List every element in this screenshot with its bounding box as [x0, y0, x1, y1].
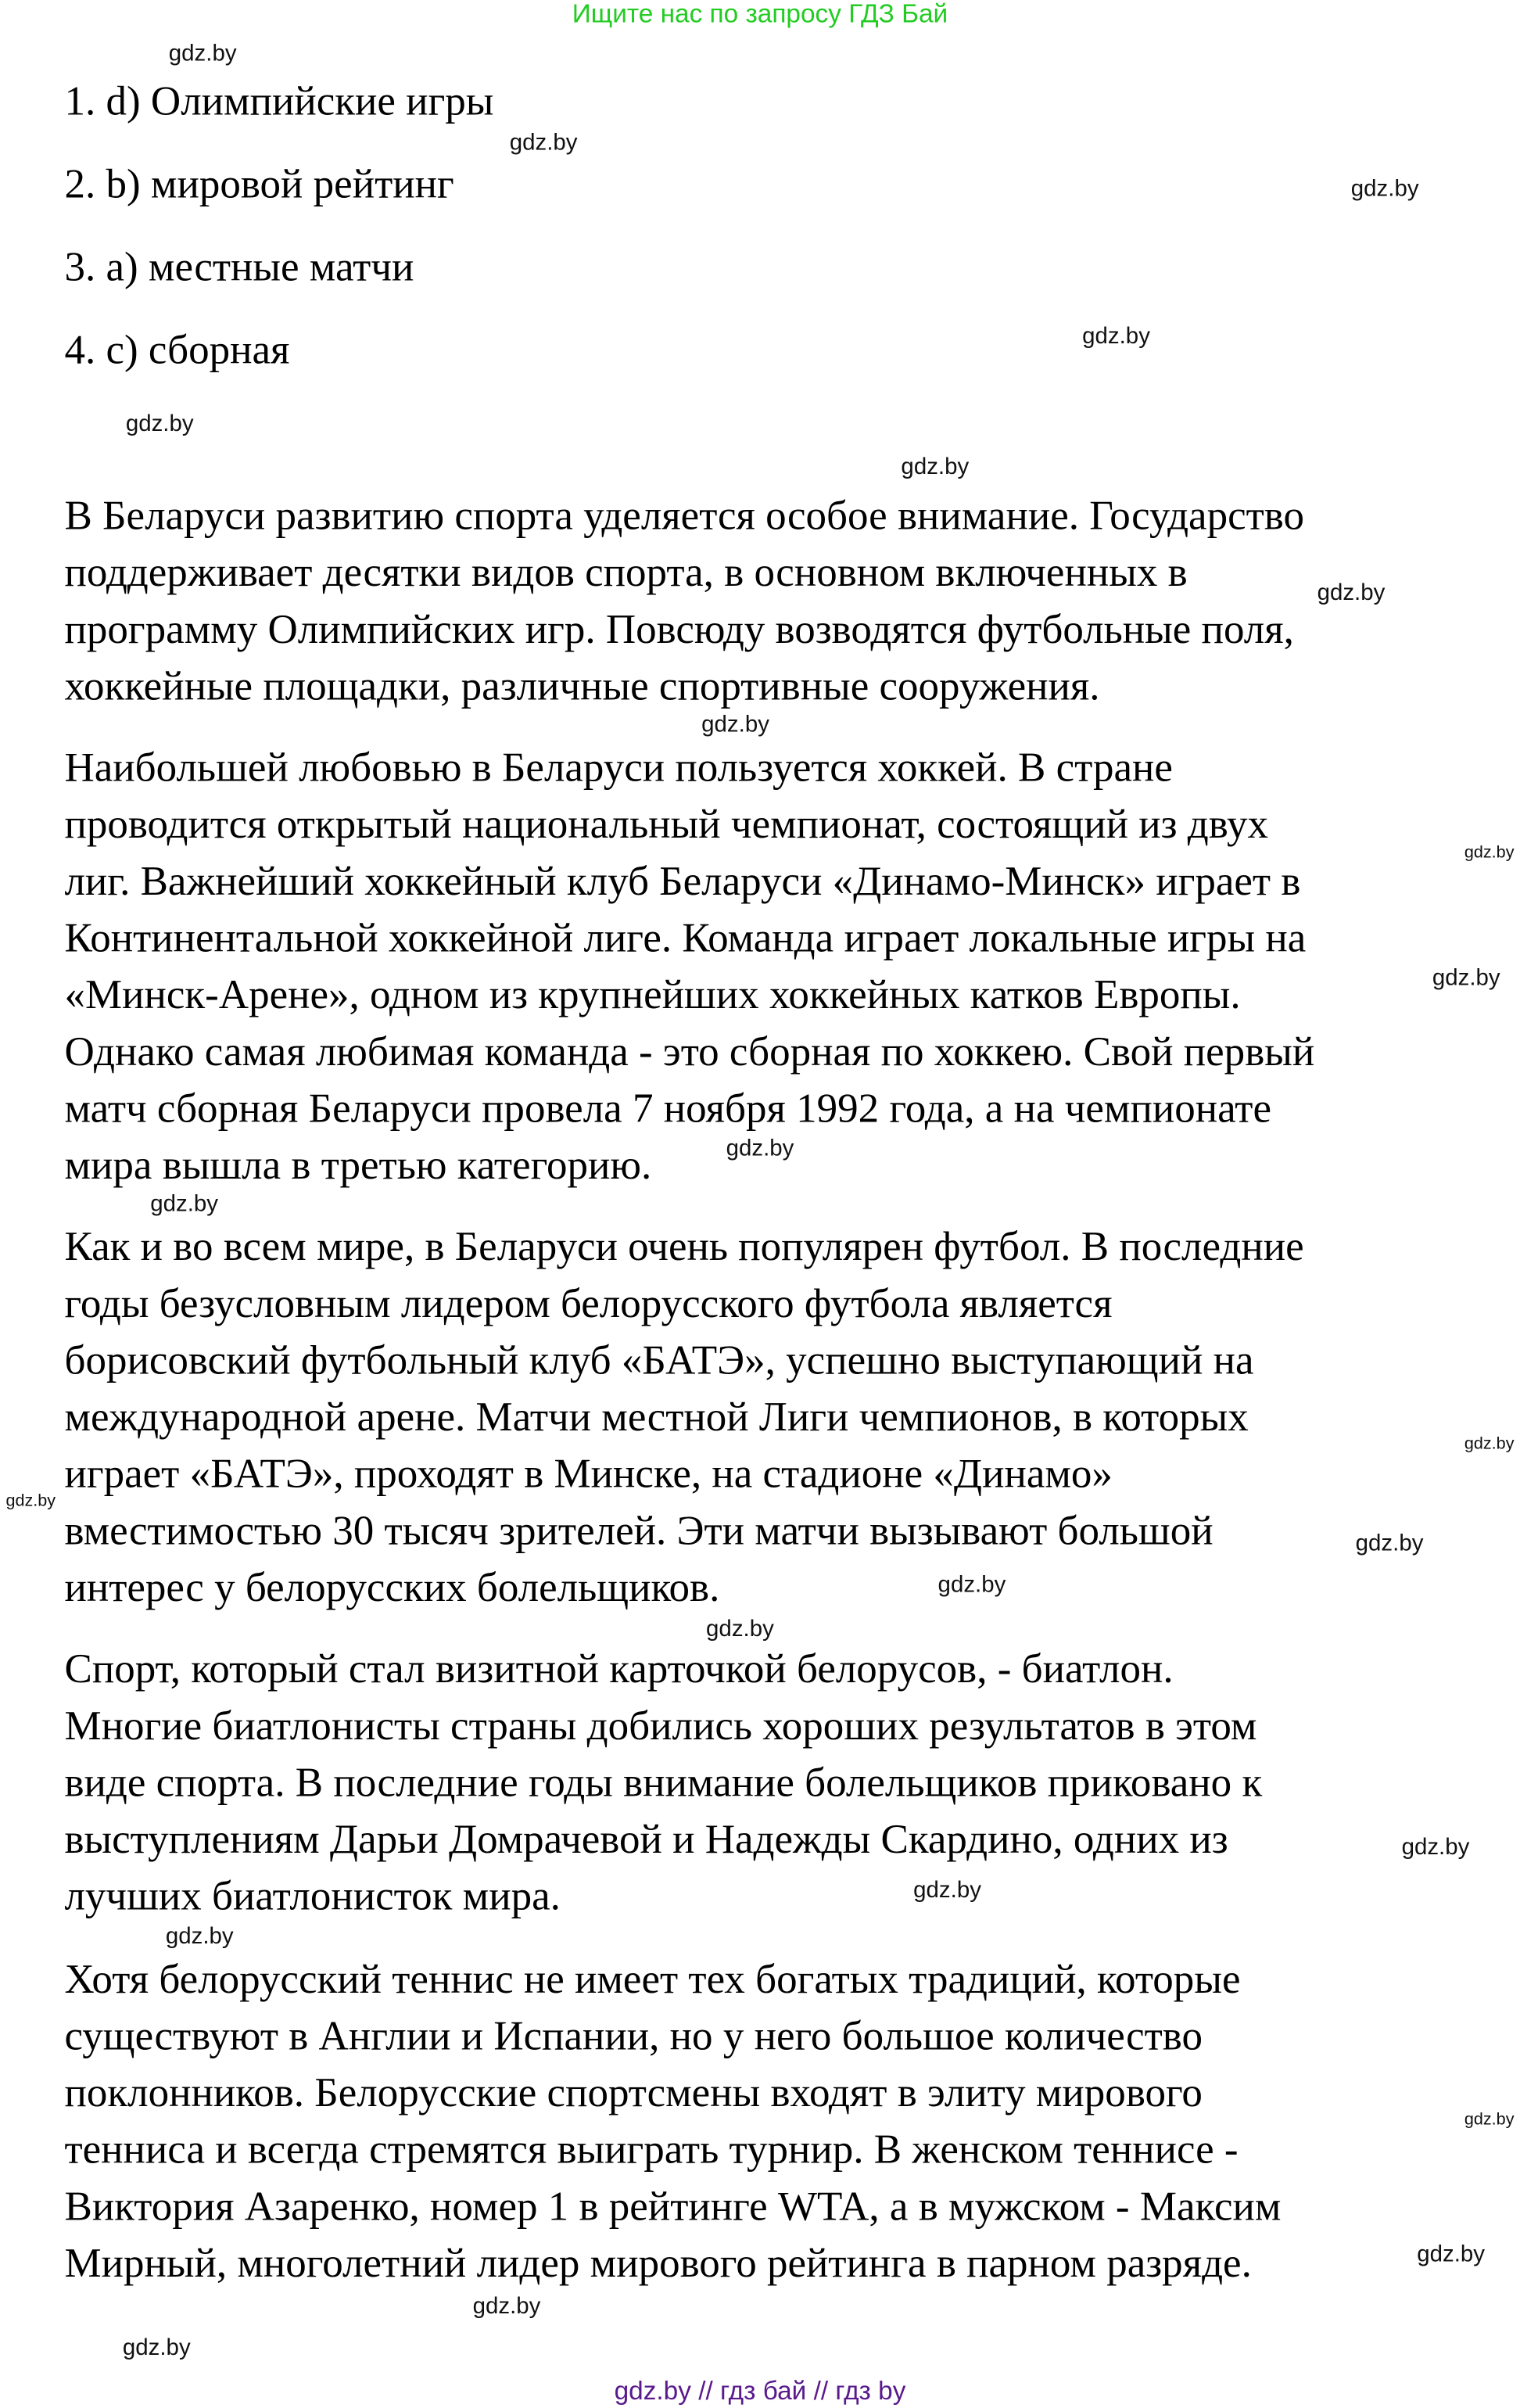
paragraph-line: поклонников. Белорусские спортсмены входят в элиту мирового — [64, 2069, 1203, 2116]
watermark-text: gdz.by — [1317, 580, 1386, 606]
watermark-text: gdz.by — [1464, 2110, 1515, 2130]
watermark-text: gdz.by — [1082, 323, 1150, 350]
paragraph-line: программу Олимпийских игр. Повсюду возводятся футбольные поля, — [64, 605, 1294, 652]
answer-line: 4. c) сборная — [64, 326, 290, 373]
answer-line: 2. b) мировой рейтинг — [64, 160, 454, 207]
watermark-text: gdz.by — [472, 2293, 541, 2320]
paragraph-line: лучших биатлонисток мира. — [64, 1872, 561, 1919]
watermark-text: gdz.by — [1432, 965, 1500, 992]
watermark-text: gdz.by — [1401, 1834, 1470, 1861]
paragraph-line: международной арене. Матчи местной Лиги чемпионов, в которых — [64, 1393, 1249, 1440]
watermark-text: gdz.by — [5, 1491, 56, 1511]
paragraph-line: интерес у белорусских болельщиков. — [64, 1563, 720, 1610]
answer-line: 1. d) Олимпийские игры — [64, 77, 494, 124]
watermark-text: gdz.by — [168, 41, 237, 67]
paragraph-line: «Минск-Арене», одном из крупнейших хоккейных катков Европы. — [64, 971, 1241, 1017]
paragraph-line: Спорт, который стал визитной карточкой белорусов, - биатлон. — [64, 1645, 1174, 1692]
paragraph-line: лиг. Важнейший хоккейный клуб Беларуси «Динамо-Минск» играет в — [64, 857, 1301, 904]
paragraph-line: мира вышла в третью категорию. — [64, 1141, 652, 1188]
watermark-text: gdz.by — [901, 454, 970, 480]
paragraph-line: годы безусловным лидером белорусского футбола является — [64, 1279, 1113, 1326]
watermark-text: gdz.by — [122, 2334, 191, 2362]
paragraph-line: Однако самая любимая команда - это сборная по хоккею. Свой первый — [64, 1028, 1315, 1075]
watermark-text: gdz.by — [913, 1877, 981, 1904]
paragraph-line: виде спорта. В последние годы внимание болельщиков приковано к — [64, 1759, 1263, 1806]
watermark-text: gdz.by — [1355, 1530, 1424, 1557]
watermark-text: gdz.by — [726, 1136, 794, 1162]
paragraph-line: вместимостью 30 тысяч зрителей. Эти матчи вызывают большой — [64, 1507, 1213, 1554]
paragraph-line: Континентальной хоккейной лиге. Команда играет локальные игры на — [64, 914, 1307, 961]
paragraph-line: тенниса и всегда стремятся выиграть турнир. В женском теннисе - — [64, 2126, 1239, 2173]
watermark-text: gdz.by — [701, 712, 769, 738]
paragraph-line: Как и во всем мире, в Беларуси очень популярен футбол. В последние — [64, 1223, 1304, 1269]
watermark-text: gdz.by — [937, 1571, 1006, 1599]
watermark-text: gdz.by — [509, 129, 578, 156]
watermark-text: gdz.by — [125, 411, 194, 437]
paragraph-line: хоккейные площадки, различные спортивные сооружения. — [64, 662, 1100, 709]
paragraph-line: выступлениям Дарьи Домрачевой и Надежды Скардино, одних из — [64, 1815, 1228, 1862]
watermark-text: gdz.by — [150, 1190, 219, 1218]
footer-links[interactable]: gdz.by // гдз бай // гдз by — [614, 2376, 906, 2406]
watermark-text: gdz.by — [165, 1923, 234, 1950]
watermark-text: gdz.by — [1464, 843, 1515, 863]
paragraph-line: проводится открытый национальный чемпионат, состоящий из двух — [64, 801, 1268, 847]
watermark-text: gdz.by — [1350, 175, 1419, 203]
paragraph-line: поддерживает десятки видов спорта, в основном включенных в — [64, 548, 1188, 595]
header-search-banner[interactable]: Ищите нас по запросу ГДЗ Бай — [572, 0, 948, 29]
paragraph-line: Многие биатлонисты страны добились хороших результатов в этом — [64, 1702, 1257, 1749]
paragraph-line: Хотя белорусский теннис не имеет тех богатых традиций, которые — [64, 1955, 1241, 2002]
watermark-text: gdz.by — [1417, 2241, 1486, 2268]
paragraph-line: борисовский футбольный клуб «БАТЭ», успешно выступающий на — [64, 1337, 1254, 1383]
answer-line: 3. a) местные матчи — [64, 243, 414, 290]
watermark-text: gdz.by — [1464, 1434, 1515, 1454]
paragraph-line: играет «БАТЭ», проходят в Минске, на стадионе «Динамо» — [64, 1450, 1113, 1497]
paragraph-line: матч сборная Беларуси провела 7 ноября 1992 года, а на чемпионате — [64, 1085, 1271, 1132]
paragraph-line: Наибольшей любовью в Беларуси пользуется хоккей. В стране — [64, 744, 1173, 791]
watermark-text: gdz.by — [706, 1616, 774, 1643]
paragraph-line: Виктория Азаренко, номер 1 в рейтинге WTA, а в мужском - Максим — [64, 2183, 1282, 2230]
paragraph-line: Мирный, многолетний лидер мирового рейтинга в парном разряде. — [64, 2239, 1252, 2286]
paragraph-line: В Беларуси развитию спорта уделяется особое внимание. Государство — [64, 492, 1304, 539]
paragraph-line: существуют в Англии и Испании, но у него большое количество — [64, 2012, 1203, 2059]
